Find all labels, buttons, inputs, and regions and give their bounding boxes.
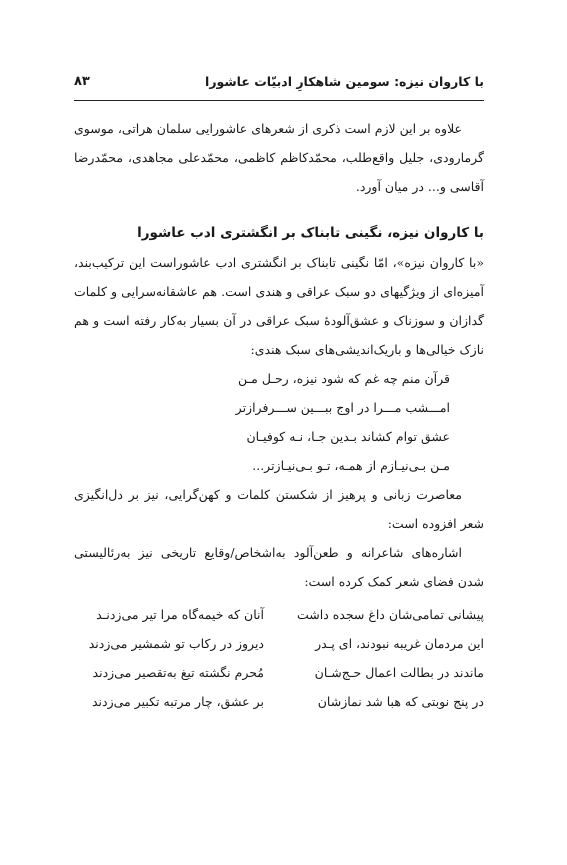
couplet bbox=[74, 658, 484, 687]
paragraph-language: معاصرت زبانی و پرهیز از شکستن کلمات و کهن‌گرایی، نیز بر دل‌انگیزی شعر افزوده است: bbox=[74, 487, 484, 531]
page-header bbox=[74, 72, 484, 96]
couplet-second-hemistich: مُحرم نگشته تیغ به‌تقصیر می‌زدند bbox=[92, 665, 264, 680]
verse-line: عشق توام کشاند بـدین جـا، نـه کوفیـان bbox=[246, 429, 450, 444]
verse-block bbox=[74, 364, 450, 480]
couplet-first-hemistich: این مردمان غریبه نبودند، ای پـدر bbox=[315, 636, 484, 651]
running-head: با کاروان نیزه: سومین شاهکارِ ادبیّات عاشورا bbox=[205, 74, 484, 89]
couplet-first-hemistich: پیشانی تمامی‌شان داغ سجده داشت bbox=[296, 607, 484, 622]
section-heading: با کاروان نیزه، نگینی تابناک بر انگشتری ادب عاشورا bbox=[137, 225, 484, 241]
couplet bbox=[74, 600, 484, 629]
couplet-block bbox=[74, 600, 484, 716]
verse-line: مـن بـی‌نیـازم از همـه، تـو بـی‌نیـازتر... bbox=[252, 458, 450, 473]
couplet-second-hemistich: بر عشق، چار مرتبه تکبیر می‌زدند bbox=[91, 694, 264, 709]
couplet-second-hemistich: آنان که خیمه‌گاه مرا تیر می‌زدنـد bbox=[96, 607, 264, 622]
page-number: ۸۳ bbox=[74, 74, 90, 89]
page-body bbox=[74, 114, 484, 716]
couplet bbox=[74, 687, 484, 716]
paragraph-allusions: اشاره‌های شاعرانه و طعن‌آلود به‌اشخاص/وقایع تاریخی نیز به‌رئالیستی شدن فضای شعر کمک کرده است: bbox=[74, 545, 484, 589]
verse-line: قرآن منم چه غم که شود نیزه، رحـل مـن bbox=[237, 371, 450, 386]
couplet-first-hemistich: در پنج نوبتی که هبا شد نمازشان bbox=[317, 694, 484, 709]
couplet-second-hemistich: دیروز در رکاب تو شمشیر می‌زدند bbox=[88, 636, 264, 651]
couplet bbox=[74, 629, 484, 658]
paragraph-intro: علاوه بر این لازم است ذکری از شعرهای عاشورایی سلمان هراتی، موسوی گرمارودی، جلیل واقع‌طلب، محمّدکاظم کاظمی، محمّدعلی مجاهدی، محمّدرضا آقاسی و... در میان آورد. bbox=[74, 121, 484, 194]
verse-line: امـــشب مـــرا در اوج ببـــین ســـرفرازتر bbox=[235, 400, 450, 415]
paragraph-style: «با کاروان نیزه»، امّا نگینی تابناک بر انگشتری ادب عاشوراست این ترکیب‌بند، آمیزه‌ای از ویژگیهای دو سبک عراقی و هندی است. هم عاشقانه‌سرایی و کلمات گدازان و سوزناک و عشق‌آلودهٔ سبک عراقی در آن بسیار به‌کار رفته است و هم نازک خیالی‌ها و باریک‌اندیشی‌های سبک هندی: bbox=[74, 255, 484, 357]
couplet-first-hemistich: ماندند در بطالت اعمال حـج‌شـان bbox=[314, 665, 484, 680]
header-rule bbox=[74, 100, 484, 101]
